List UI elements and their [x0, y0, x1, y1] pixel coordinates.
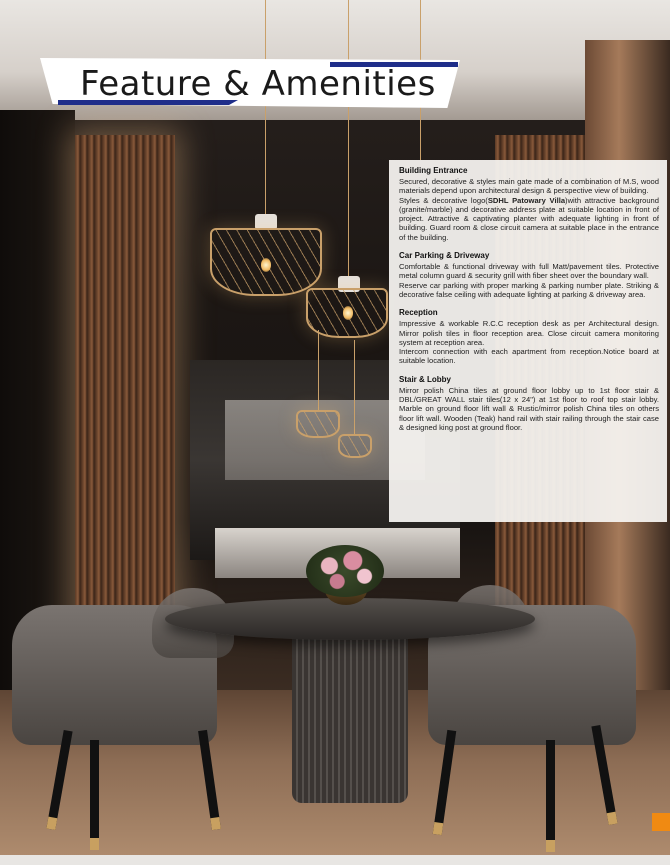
paragraph-text: )with attractive background (granite/marble) and decorative address plate at suitable location in front of project. Attractive & captivating planter with adequate lighting in front of building. Guard room & close circuit camera at suitable place in the entrance of the building. [399, 195, 660, 242]
pendant-wire [354, 340, 355, 436]
table-pedestal [292, 635, 408, 803]
pendant-wire [318, 330, 319, 412]
section-heading: Car Parking & Driveway [399, 251, 490, 261]
section-stair-lobby [399, 375, 659, 432]
section-paragraph: Intercom connection with each apartment from reception.Notice board at suitable location. [399, 347, 659, 366]
pendant-lamp [338, 434, 372, 458]
section-building-entrance [399, 166, 659, 242]
pendant-bulb [261, 258, 271, 272]
pendant-wire [265, 0, 266, 218]
section-paragraph: Comfortable & functional driveway with full Matt/pavement tiles. Protective metal column guard & security grill with fiber sheet over the boundary wall. [399, 262, 659, 281]
flower-arrangement [306, 545, 384, 597]
section-heading: Stair & Lobby [399, 374, 452, 384]
paragraph-text: Styles & decorative logo( [399, 195, 488, 205]
section-heading: Building Entrance [399, 166, 468, 175]
section-car-parking [399, 251, 659, 299]
corner-mark [652, 813, 670, 831]
chair-leg [90, 740, 99, 850]
pendant-lamp [296, 410, 340, 438]
section-paragraph [399, 196, 659, 242]
section-reception [399, 308, 659, 365]
section-paragraph: Secured, decorative & styles main gate made of a combination of M.S, wood materials depend upon architectural design & perspective view of building. [399, 177, 659, 196]
page-title: Feature & Amenities [80, 64, 436, 104]
wood-slat-panel-left [75, 135, 175, 655]
brand-name: SDHL Patowary Villa [487, 195, 566, 205]
pendant-wire [348, 0, 349, 278]
section-paragraph: Mirror polish China tiles at ground floor lobby up to 1st floor stair & DBL/GREAT WALL stair tiles(12 x 24") at 1st floor to roof top stair lobby. Marble on ground floor lift wall & Rustic/mirror polish China tiles on others floor lift wall. Wooden (Teak) hand rail with stair railing through the stair case & designed king post at ground floor. [399, 385, 659, 432]
chair-leg [546, 740, 555, 852]
pendant-bulb [343, 306, 353, 320]
page-bottom-strip [0, 855, 670, 865]
amenities-text-panel [389, 160, 667, 522]
section-paragraph: Impressive & workable R.C.C reception desk as per Architectural design. Mirror polish tiles in floor reception area. Close circuit camera monitoring system at reception area. [399, 319, 659, 347]
section-paragraph: Reserve car parking with proper marking & parking number plate. Striking & decorative false ceiling with adequate lighting at parking & driveway area. [399, 280, 659, 299]
section-heading: Reception [399, 308, 438, 318]
